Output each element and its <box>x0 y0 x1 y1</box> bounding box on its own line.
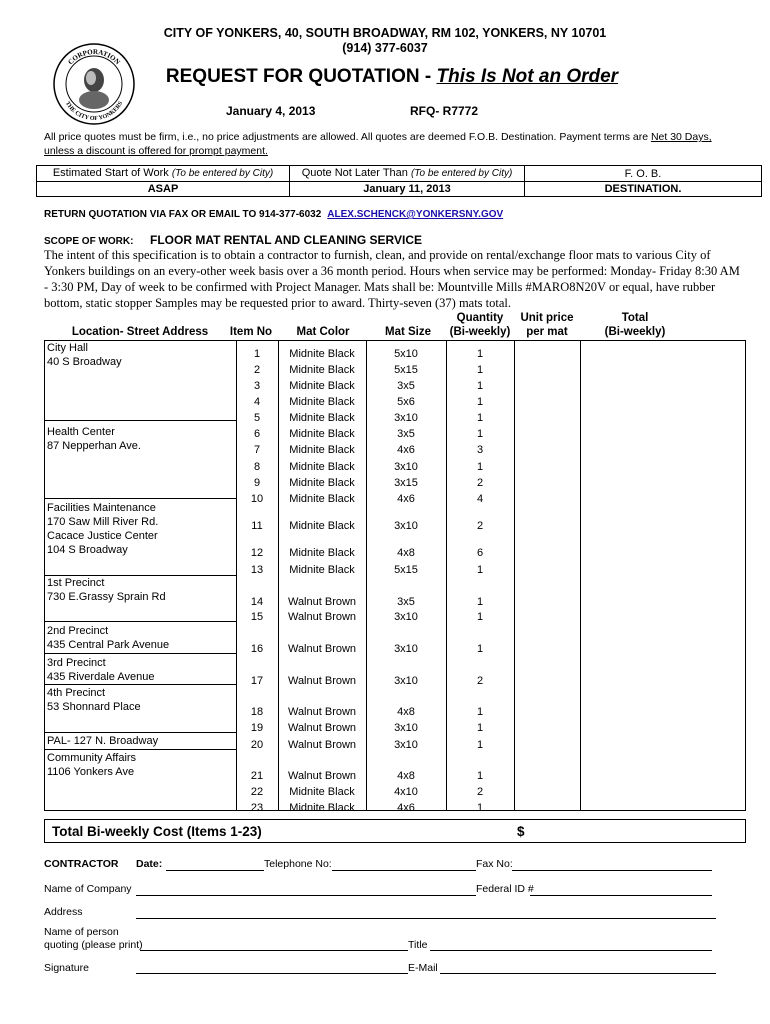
mat-color: Midnite Black <box>289 412 355 424</box>
location-name: City Hall <box>47 342 88 354</box>
title-emphasis: This Is Not an Order <box>436 66 619 87</box>
location-divider <box>44 498 236 499</box>
quantity: 1 <box>476 348 484 360</box>
return-instructions: RETURN QUOTATION VIA FAX OR EMAIL TO 914-377-6032 ALEX.SCHENCK@YONKERSNY.GOV <box>44 209 504 220</box>
line-total-field[interactable] <box>580 611 746 624</box>
line-total-field[interactable] <box>580 348 746 361</box>
location-divider <box>44 732 236 733</box>
location-name: 4th Precinct <box>47 687 106 699</box>
item-number: 8 <box>253 461 261 473</box>
col-header-color: Mat Color <box>296 326 350 338</box>
item-number: 12 <box>250 547 264 559</box>
location-cell <box>47 425 237 453</box>
line-total-field[interactable] <box>580 428 746 441</box>
col-header-quantity: Quantity (Bi-weekly) <box>449 312 511 338</box>
mat-size: 4x8 <box>397 547 415 559</box>
quantity: 1 <box>476 596 484 608</box>
scope-title: FLOOR MAT RENTAL AND CLEANING SERVICE <box>150 233 423 247</box>
mat-size: 3x10 <box>394 722 418 734</box>
mat-color: Walnut Brown <box>287 596 357 608</box>
line-total-field[interactable] <box>580 675 746 688</box>
item-number: 6 <box>253 428 261 440</box>
location-address: 40 S Broadway <box>47 356 122 368</box>
federal-id-field[interactable] <box>530 895 712 896</box>
mat-color: Walnut Brown <box>287 611 357 623</box>
location-name: Community Affairs <box>47 752 137 764</box>
mat-color: Walnut Brown <box>287 675 357 687</box>
col-header-location: Location- Street Address <box>71 326 209 338</box>
person-label-line2: quoting (please print) <box>44 939 143 951</box>
quantity: 1 <box>476 722 484 734</box>
page-title <box>0 66 770 88</box>
city-address: CITY OF YONKERS, 40, SOUTH BROADWAY, RM 102, YONKERS, NY 10701 <box>163 26 607 40</box>
line-total-field[interactable] <box>580 706 746 719</box>
quantity: 1 <box>476 802 484 814</box>
line-total-field[interactable] <box>580 643 746 656</box>
line-total-field[interactable] <box>580 461 746 474</box>
line-total-field[interactable] <box>580 770 746 783</box>
col-header-item: Item No <box>229 326 273 338</box>
line-total-field[interactable] <box>580 444 746 457</box>
location-divider <box>44 749 236 750</box>
item-number: 3 <box>253 380 261 392</box>
unit-price-field[interactable] <box>514 364 580 377</box>
unit-price-field[interactable] <box>514 547 580 560</box>
quantity: 1 <box>476 643 484 655</box>
mat-color: Midnite Black <box>289 348 355 360</box>
mat-color: Midnite Black <box>289 802 355 814</box>
email-link[interactable]: ALEX.SCHENCK@YONKERSNY.GOV <box>327 209 504 220</box>
item-number: 16 <box>250 643 264 655</box>
location-divider <box>44 653 236 654</box>
quantity: 1 <box>476 611 484 623</box>
quantity: 1 <box>476 364 484 376</box>
mat-color: Midnite Black <box>289 364 355 376</box>
line-total-field[interactable] <box>580 396 746 409</box>
quantity: 3 <box>476 444 484 456</box>
item-number: 4 <box>253 396 261 408</box>
unit-price-field[interactable] <box>514 722 580 735</box>
unit-price-field[interactable] <box>514 380 580 393</box>
mat-color: Walnut Brown <box>287 706 357 718</box>
federal-id-label: Federal ID # <box>476 883 534 895</box>
mat-color: Walnut Brown <box>287 739 357 751</box>
location-address: 435 Riverdale Avenue <box>47 671 155 683</box>
mat-color: Midnite Black <box>289 380 355 392</box>
scope-description: The intent of this specification is to obtain a contractor to furnish, clean, and provide on rental/exchange floor mats to various City of Yonkers buildings on an every-other week basis over a 36 month period. Hours when service may be performed: Monday- Friday 8:30 AM - 3:30 PM, Day of week to be confirmed with Project Manager. Mats shall be: Mountville Mills #MARO8N20V or equal, have rubber bottom, static stopper Samples may be requested prior to award. Thirty-seven (37) mats total. <box>44 248 740 310</box>
quantity: 1 <box>476 428 484 440</box>
unit-price-field[interactable] <box>514 596 580 609</box>
unit-price-field[interactable] <box>514 396 580 409</box>
item-number: 21 <box>250 770 264 782</box>
line-total-field[interactable] <box>580 547 746 560</box>
quantity: 1 <box>476 706 484 718</box>
item-number: 2 <box>253 364 261 376</box>
contractor-label: CONTRACTOR <box>44 858 119 870</box>
date-label: Date: <box>136 858 163 870</box>
mat-size: 3x10 <box>394 461 418 473</box>
mat-size: 3x10 <box>394 643 418 655</box>
mat-size: 3x10 <box>394 520 418 532</box>
fob-value: DESTINATION. <box>525 182 762 197</box>
location-cell <box>47 576 237 604</box>
item-number: 22 <box>250 786 264 798</box>
payment-notice <box>44 130 724 158</box>
mat-size: 3x10 <box>394 675 418 687</box>
unit-price-field[interactable] <box>514 493 580 506</box>
location-cell <box>47 501 237 529</box>
mat-size: 4x8 <box>397 770 415 782</box>
location-address: 435 Central Park Avenue <box>47 639 170 651</box>
unit-price-field[interactable] <box>514 520 580 533</box>
unit-price-field[interactable] <box>514 643 580 656</box>
date-field[interactable] <box>166 870 264 871</box>
person-field[interactable] <box>140 950 408 951</box>
location-divider <box>44 420 236 421</box>
line-total-field[interactable] <box>580 722 746 735</box>
item-number: 23 <box>250 802 264 814</box>
company-field[interactable] <box>136 895 476 896</box>
fob-label: F. O. B. <box>525 166 762 182</box>
quantity: 1 <box>476 412 484 424</box>
address-field[interactable] <box>136 918 716 919</box>
unit-price-field[interactable] <box>514 739 580 752</box>
location-address: 170 Saw Mill River Rd. <box>47 516 159 528</box>
city-phone: (914) 377-6037 <box>342 41 428 55</box>
mat-color: Walnut Brown <box>287 643 357 655</box>
location-cell <box>47 341 237 369</box>
item-number: 7 <box>253 444 261 456</box>
location-address: 53 Shonnard Place <box>47 701 141 713</box>
person-label-line1: Name of person <box>44 926 119 938</box>
mat-size: 3x5 <box>397 596 415 608</box>
item-number: 9 <box>253 477 261 489</box>
signature-label: Signature <box>44 962 89 974</box>
notice-terms: Net 30 Days, <box>650 131 712 143</box>
quantity: 1 <box>476 564 484 576</box>
item-number: 14 <box>250 596 264 608</box>
telephone-field[interactable] <box>332 870 476 871</box>
company-label: Name of Company <box>44 883 132 895</box>
line-total-field[interactable] <box>580 786 746 799</box>
quantity: 1 <box>476 380 484 392</box>
mat-size: 3x10 <box>394 611 418 623</box>
item-number: 11 <box>251 520 263 532</box>
mat-size: 5x10 <box>394 348 418 360</box>
location-name: 1st Precinct <box>47 577 105 589</box>
mat-color: Midnite Black <box>289 477 355 489</box>
mat-size: 3x5 <box>397 428 415 440</box>
issue-date: January 4, 2013 <box>226 104 316 118</box>
total-label: Total Bi-weekly Cost (Items 1-23) <box>52 824 262 839</box>
mat-color: Midnite Black <box>289 396 355 408</box>
unit-price-field[interactable] <box>514 461 580 474</box>
mat-size: 5x6 <box>397 396 415 408</box>
item-number: 17 <box>250 675 264 687</box>
item-number: 18 <box>250 706 264 718</box>
mat-color: Midnite Black <box>289 520 355 532</box>
email-field[interactable] <box>440 973 716 974</box>
unit-price-field[interactable] <box>514 706 580 719</box>
unit-price-field[interactable] <box>514 675 580 688</box>
mat-size: 3x5 <box>397 380 415 392</box>
terms-table <box>36 165 762 197</box>
quantity: 2 <box>476 675 484 687</box>
location-cell <box>47 529 237 557</box>
location-divider <box>44 621 236 622</box>
mat-color: Midnite Black <box>289 428 355 440</box>
location-cell <box>47 686 237 714</box>
line-total-field[interactable] <box>580 596 746 609</box>
unit-price-field[interactable] <box>514 348 580 361</box>
title-main: REQUEST FOR QUOTATION - <box>165 66 437 87</box>
location-cell <box>47 734 237 748</box>
location-name: 2nd Precinct <box>47 625 109 637</box>
unit-price-field[interactable] <box>514 412 580 425</box>
notice-text: All price quotes must be firm, i.e., no price adjustments are allowed. All quotes are deemed F.O.B. Destination. Payment terms are <box>44 131 651 143</box>
mat-color: Walnut Brown <box>287 770 357 782</box>
item-number: 15 <box>250 611 264 623</box>
signature-field[interactable] <box>136 973 408 974</box>
total-value-field[interactable]: $ <box>517 824 525 839</box>
unit-price-field[interactable] <box>514 786 580 799</box>
mat-size: 3x10 <box>394 739 418 751</box>
quote-deadline-label: Quote Not Later Than (To be entered by City) <box>290 166 525 182</box>
location-address: 1106 Yonkers Ave <box>47 766 135 778</box>
mat-color: Midnite Black <box>289 786 355 798</box>
unit-price-field[interactable] <box>514 444 580 457</box>
quantity: 1 <box>476 396 484 408</box>
location-name: Facilities Maintenance <box>47 502 156 514</box>
line-total-field[interactable] <box>580 739 746 752</box>
item-number: 5 <box>253 412 261 424</box>
mat-size: 5x15 <box>394 564 418 576</box>
mat-size: 4x6 <box>397 493 415 505</box>
line-total-field[interactable] <box>580 412 746 425</box>
location-name: Health Center <box>47 426 115 438</box>
quantity: 2 <box>476 520 484 532</box>
location-name: 3rd Precinct <box>47 657 106 669</box>
line-total-field[interactable] <box>580 520 746 533</box>
col-header-total: Total (Bi-weekly) <box>604 312 666 338</box>
seal-text-top: CORPORATION <box>66 47 122 67</box>
mat-color: Midnite Black <box>289 547 355 559</box>
location-divider <box>44 684 236 685</box>
mat-color: Walnut Brown <box>287 722 357 734</box>
location-cell <box>47 624 237 652</box>
quantity: 6 <box>476 547 484 559</box>
title-field[interactable] <box>430 950 712 951</box>
unit-price-field[interactable] <box>514 802 580 815</box>
mat-size: 4x8 <box>397 706 415 718</box>
item-number: 20 <box>250 739 264 751</box>
mat-size: 3x15 <box>394 477 418 489</box>
start-of-work-label: Estimated Start of Work (To be entered by City) <box>37 166 290 182</box>
line-total-field[interactable] <box>580 364 746 377</box>
location-name: PAL- 127 N. Broadway <box>47 735 159 747</box>
fax-field[interactable] <box>512 870 712 871</box>
unit-price-field[interactable] <box>514 770 580 783</box>
mat-size: 3x10 <box>394 412 418 424</box>
quantity: 1 <box>476 461 484 473</box>
mat-size: 5x15 <box>394 364 418 376</box>
mat-size: 4x10 <box>394 786 418 798</box>
start-of-work-value: ASAP <box>37 182 290 197</box>
mat-color: Midnite Black <box>289 444 355 456</box>
rfq-number: RFQ- R7772 <box>410 104 479 118</box>
quantity: 1 <box>476 770 484 782</box>
seal-text-bottom: THE CITY OF YONKERS <box>63 100 125 123</box>
item-number: 13 <box>250 564 264 576</box>
quantity: 2 <box>476 786 484 798</box>
location-cell <box>47 656 237 684</box>
unit-price-field[interactable] <box>514 477 580 490</box>
col-header-size: Mat Size <box>384 326 431 338</box>
quantity: 1 <box>476 739 484 751</box>
line-total-field[interactable] <box>580 477 746 490</box>
mat-color: Midnite Black <box>289 493 355 505</box>
line-total-field[interactable] <box>580 380 746 393</box>
mat-size: 4x6 <box>397 444 415 456</box>
quote-deadline-value: January 11, 2013 <box>290 182 525 197</box>
mat-color: Midnite Black <box>289 564 355 576</box>
address-label: Address <box>44 906 83 918</box>
col-header-unit-price: Unit price per mat <box>520 312 574 338</box>
mat-size: 4x6 <box>397 802 415 814</box>
telephone-label: Telephone No: <box>264 858 332 870</box>
item-number: 10 <box>250 493 264 505</box>
notice-discount: unless a discount is offered for prompt payment. <box>44 145 268 157</box>
unit-price-field[interactable] <box>514 564 580 577</box>
item-number: 19 <box>250 722 264 734</box>
mat-color: Midnite Black <box>289 461 355 473</box>
line-total-field[interactable] <box>580 493 746 506</box>
location-address: 730 E.Grassy Sprain Rd <box>47 591 166 603</box>
email-label: E-Mail <box>408 962 438 974</box>
unit-price-field[interactable] <box>514 428 580 441</box>
location-address: 104 S Broadway <box>47 544 128 556</box>
line-total-field[interactable] <box>580 564 746 577</box>
item-number: 1 <box>253 348 261 360</box>
location-cell <box>47 751 237 779</box>
quantity: 4 <box>476 493 484 505</box>
title-label: Title <box>408 939 428 951</box>
fax-label: Fax No: <box>476 858 513 870</box>
quantity: 2 <box>476 477 484 489</box>
scope-label: SCOPE OF WORK: <box>44 236 134 247</box>
unit-price-field[interactable] <box>514 611 580 624</box>
location-name: Cacace Justice Center <box>47 530 158 542</box>
location-address: 87 Nepperhan Ave. <box>47 440 141 452</box>
line-total-field[interactable] <box>580 802 746 815</box>
